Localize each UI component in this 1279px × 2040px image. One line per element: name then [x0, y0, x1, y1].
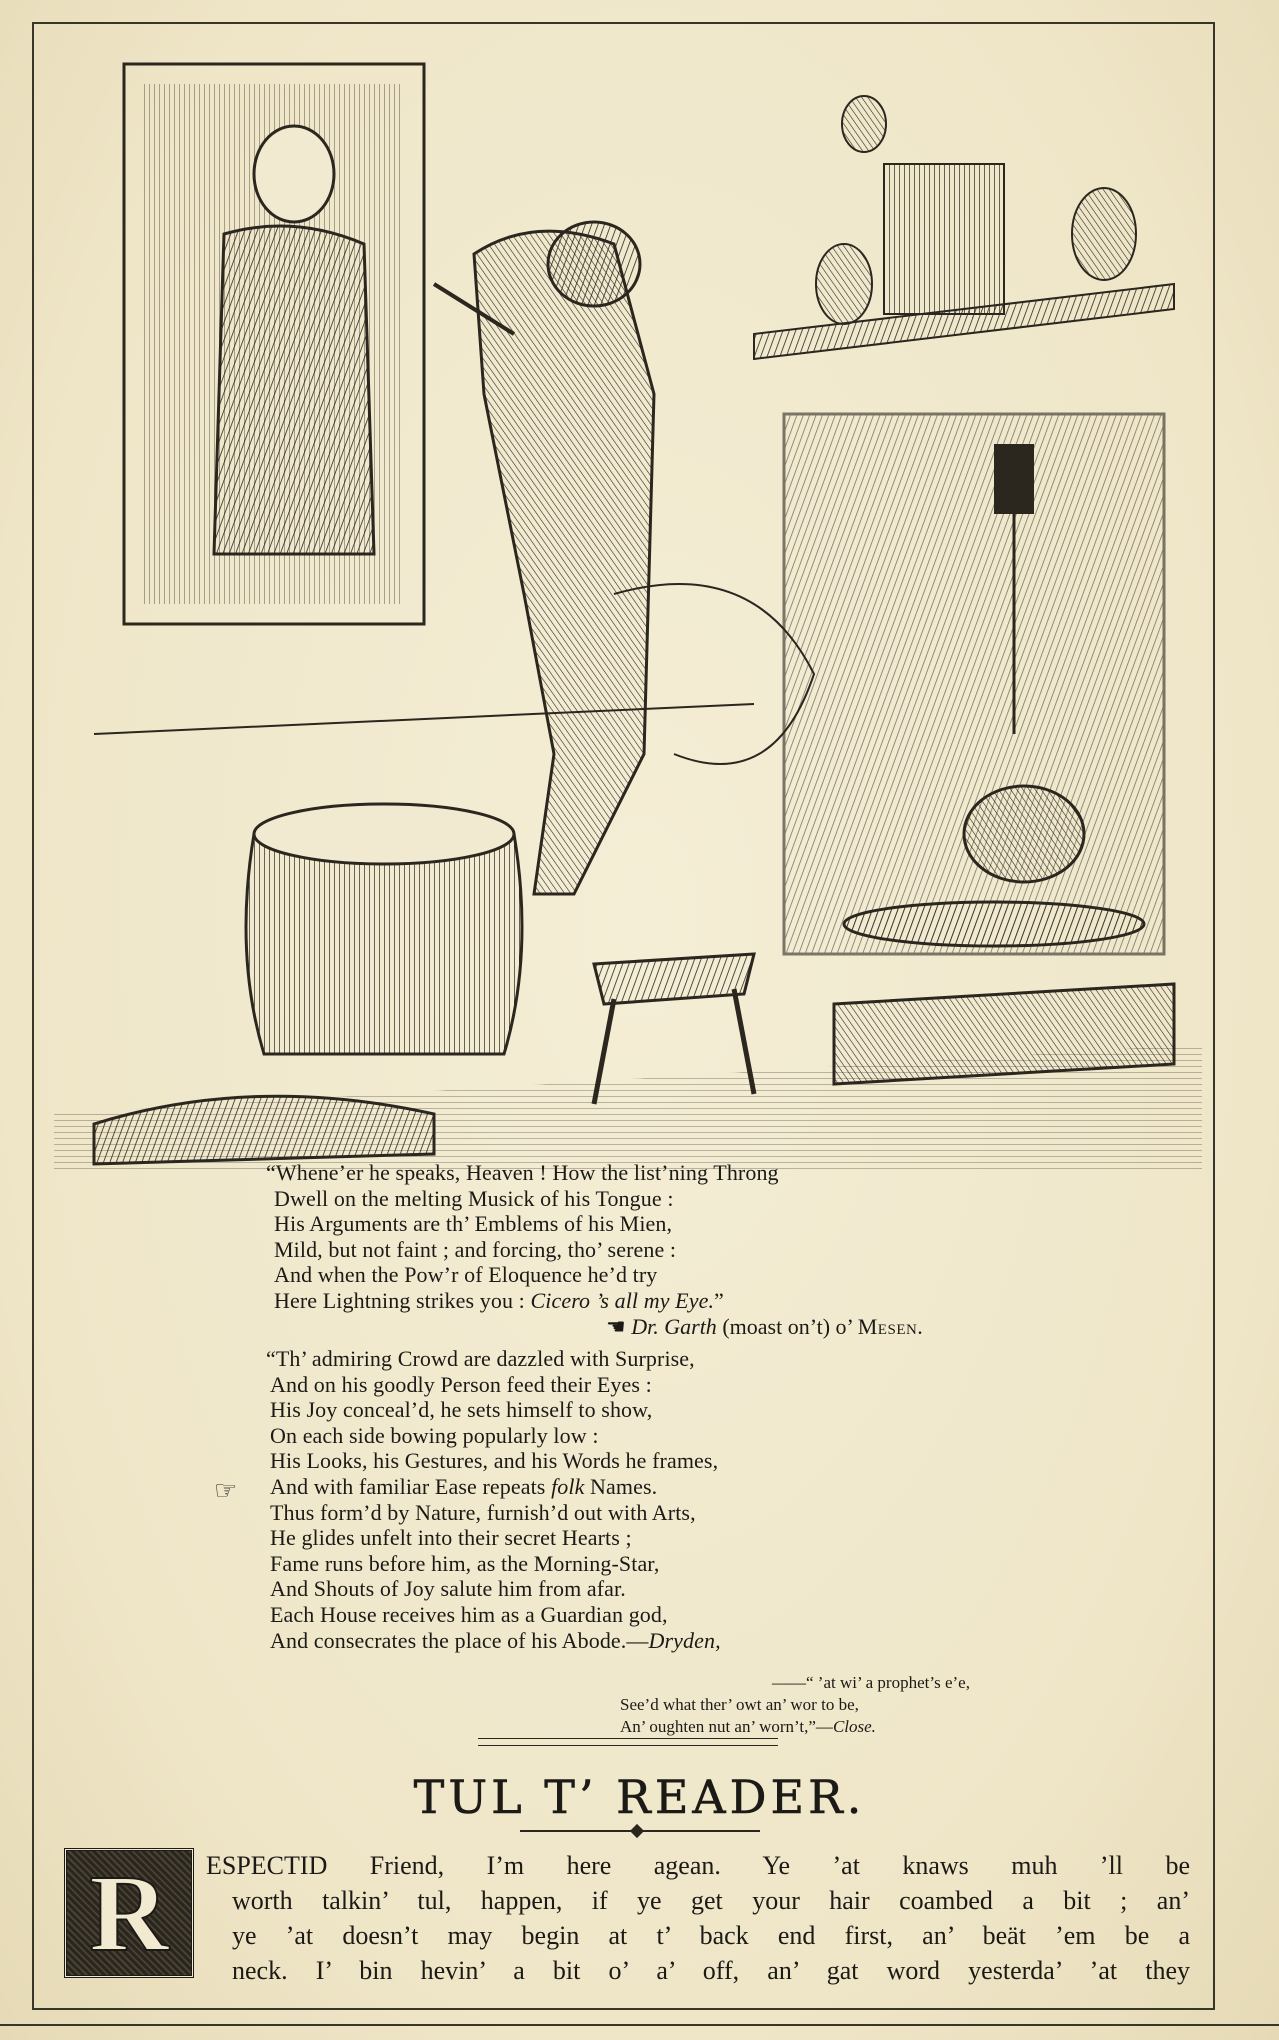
- pointing-hand-icon: ☚: [606, 1314, 626, 1339]
- body-line: neck. I’ bin hevin’ a bit o’ a’ off, an’ gat word yesterda’ ’at they: [232, 1956, 1190, 1985]
- double-rule-divider: [478, 1738, 778, 1746]
- body-paragraph: [66, 1848, 1190, 1988]
- poem-line: “Th’ admiring Crowd are dazzled with Surprise,: [266, 1346, 695, 1371]
- poem-dryden: [266, 1346, 1166, 1653]
- poem-line: [266, 1628, 1166, 1654]
- quote-line-text: An’ oughten nut an’ worn’t,”—: [620, 1717, 833, 1736]
- poem-line-text: And consecrates the place of his Abode.—: [270, 1627, 649, 1653]
- poem-line-italic: Cicero ’s all my Eye.: [530, 1287, 715, 1313]
- poem-line-text: And with familiar Ease repeats: [270, 1473, 552, 1499]
- poem-line-text: Names.: [584, 1473, 658, 1499]
- poem-line: [266, 1474, 1166, 1500]
- engraving-illustration-icon: [54, 34, 1202, 1174]
- quote-close: [620, 1672, 1100, 1738]
- poem-line: His Arguments are th’ Emblems of his Mien,: [274, 1211, 673, 1237]
- poem-line: He glides unfelt into their secret Hearts ;: [270, 1525, 632, 1551]
- attribution-place: Mesen.: [857, 1314, 924, 1339]
- quote-line: [620, 1716, 1100, 1738]
- body-line: ESPECTID Friend, I’m here agean. Ye ’at knaws muh ’ll be: [206, 1851, 1190, 1880]
- poem-line: Each House receives him as a Guardian god,: [270, 1601, 668, 1627]
- poem-line: “Whene’er he speaks, Heaven ! How the list’ning Throng: [266, 1160, 779, 1185]
- page-heading: TUL T’ READER.: [413, 1770, 866, 1824]
- poem-line: And Shouts of Joy salute him from afar.: [270, 1576, 626, 1602]
- pointing-hand-icon: ☞: [214, 1476, 238, 1505]
- poem-line: Thus form’d by Nature, furnish’d out with Arts,: [270, 1499, 696, 1525]
- quote-line: ——“ ’at wi’ a prophet’s e’e,: [772, 1673, 970, 1692]
- poem-line: Mild, but not faint ; and forcing, tho’ serene :: [274, 1236, 677, 1262]
- body-line: ye ’at doesn’t may begin at t’ back end first, an’ beät ’em be a: [232, 1921, 1190, 1950]
- poem-line-text: ”: [714, 1287, 724, 1313]
- poem-line: Dwell on the melting Musick of his Tongue :: [274, 1185, 674, 1211]
- quote-line-italic: Close.: [832, 1717, 876, 1736]
- poem-line-italic: folk: [551, 1473, 585, 1499]
- poem-line: [266, 1288, 1166, 1314]
- body-line: worth talkin’ tul, happen, if ye get your hair coambed a bit ; an’: [232, 1886, 1190, 1915]
- poem-line: Fame runs before him, as the Morning-Star,: [270, 1550, 660, 1576]
- drop-cap: [64, 1848, 194, 1978]
- attribution-text: (moast on’t) o’: [716, 1314, 858, 1339]
- poem-line: His Joy conceal’d, he sets himself to show,: [270, 1397, 653, 1423]
- poem-line: And when the Pow’r of Eloquence he’d try: [274, 1262, 658, 1288]
- ornamental-rule-divider: [520, 1830, 760, 1832]
- poem-line: And on his goodly Person feed their Eyes :: [270, 1371, 652, 1397]
- poem-line: On each side bowing popularly low :: [270, 1422, 599, 1448]
- poem-line-text: Here Lightning strikes you :: [274, 1287, 531, 1313]
- attribution-garth: [606, 1314, 923, 1340]
- poem-line-italic: Dryden,: [648, 1627, 721, 1653]
- engraving-illustration: [54, 34, 1202, 1174]
- drop-cap-letter: R: [67, 1851, 191, 1975]
- bottom-rule: [0, 2024, 1279, 2026]
- author-name: Dr. Garth: [631, 1314, 717, 1339]
- poem-garth: [266, 1160, 1166, 1314]
- poem-line: His Looks, his Gestures, and his Words he frames,: [270, 1448, 719, 1474]
- quote-line: See’d what ther’ owt an’ wor to be,: [620, 1695, 859, 1714]
